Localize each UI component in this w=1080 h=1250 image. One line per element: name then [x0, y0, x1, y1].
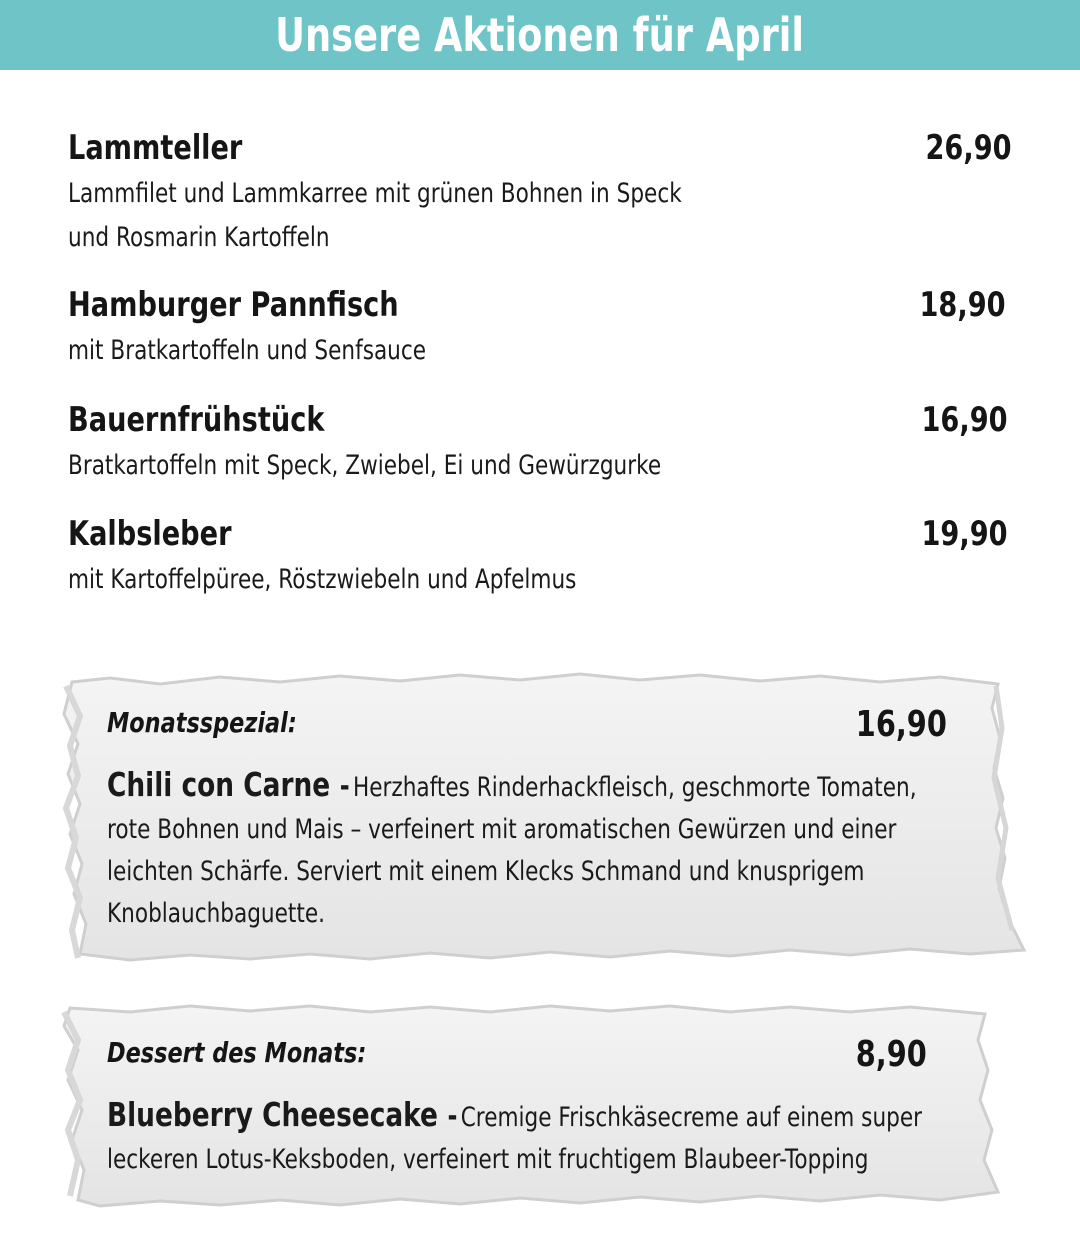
menu-item-description	[68, 172, 682, 260]
menu-item-name: Hamburger Pannfisch	[68, 285, 399, 325]
dessert-label: Dessert des Monats:	[107, 1036, 367, 1069]
menu-item-price: 19,90	[921, 514, 1008, 554]
monthly-special-price: 16,90	[855, 704, 947, 745]
description-line: leichten Schärfe. Serviert mit einem Klecks Schmand und knusprigem	[107, 856, 865, 887]
menu-item-description	[68, 558, 576, 602]
menu-item-name: Lammteller	[68, 128, 243, 168]
description-line: und Rosmarin Kartoffeln	[68, 222, 330, 253]
monthly-special-description	[107, 764, 917, 935]
page-title: Unsere Aktionen für April	[275, 8, 805, 62]
monthly-special-card	[50, 668, 1035, 968]
menu-item-price: 18,90	[919, 285, 1006, 325]
description-text: Herzhaftes Rinderhackfleisch, geschmorte Tomaten,	[352, 772, 917, 803]
description-line	[107, 1094, 922, 1139]
monthly-special-dish: Chili con Carne	[107, 765, 331, 804]
menu-item-name: Bauernfrühstück	[68, 400, 325, 440]
description-line: Bratkartoffeln mit Speck, Zwiebel, Ei und Gewürzgurke	[68, 450, 662, 481]
description-line: leckeren Lotus-Keksboden, verfeinert mit fruchtigem Blaubeer-Topping	[107, 1144, 869, 1175]
menu-item-description	[68, 444, 661, 488]
description-line: mit Kartoffelpüree, Röstzwiebeln und Apfelmus	[68, 564, 577, 595]
description-line: Knoblauchbaguette.	[107, 898, 326, 929]
dessert-special-card	[50, 1000, 1025, 1215]
menu-item-description	[68, 329, 426, 373]
dash-separator: -	[339, 769, 350, 804]
dessert-price: 8,90	[855, 1034, 927, 1075]
description-text: Cremige Frischkäsecreme auf einem super	[460, 1102, 923, 1133]
menu-item-name: Kalbsleber	[68, 514, 232, 554]
dessert-description	[107, 1094, 922, 1181]
description-line: mit Bratkartoffeln und Senfsauce	[68, 335, 427, 366]
monthly-special-label: Monatsspezial:	[107, 706, 297, 739]
description-line: Lammfilet und Lammkarree mit grünen Bohnen in Speck	[68, 178, 682, 209]
header-banner	[0, 0, 1080, 70]
menu-item-price: 26,90	[925, 128, 1012, 168]
dessert-dish: Blueberry Cheesecake	[107, 1095, 438, 1134]
menu-item-price: 16,90	[921, 400, 1008, 440]
description-line	[107, 764, 917, 809]
dash-separator: -	[447, 1099, 458, 1134]
description-line: rote Bohnen und Mais – verfeinert mit aromatischen Gewürzen und einer	[107, 814, 897, 845]
